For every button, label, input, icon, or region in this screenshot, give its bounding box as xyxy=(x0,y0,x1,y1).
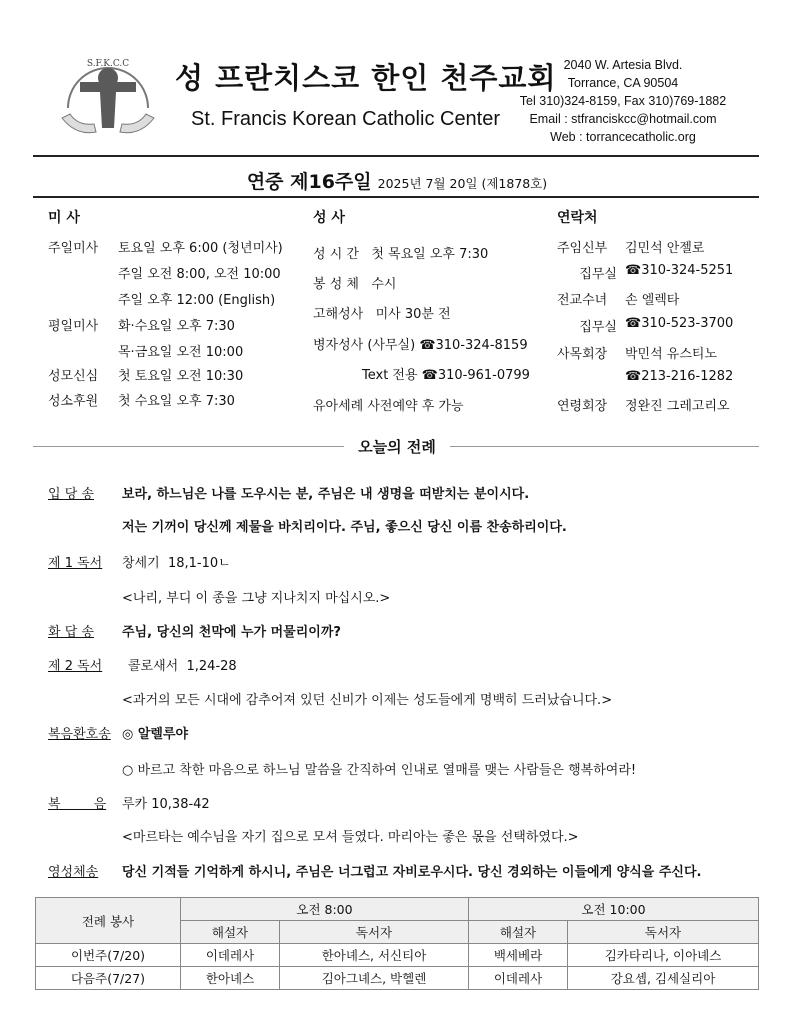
roster-cell: 김아그녜스, 박헬렌 xyxy=(280,967,469,990)
liturgy-title-wrap xyxy=(0,436,794,457)
psalm-label: 화 답 송 xyxy=(48,625,94,640)
contact-label: 연령회장 xyxy=(557,399,608,414)
roster-week: 다음주(7/27) xyxy=(36,967,181,990)
contact-value: 김민석 안젤로 xyxy=(625,241,705,256)
mass-label: 성모신심 xyxy=(48,369,99,384)
roster-reader-header: 독서자 xyxy=(568,921,759,944)
contact-label: 전교수녀 xyxy=(557,293,608,308)
sacrament-row: 유아세례 사전예약 후 가능 xyxy=(313,399,464,414)
issue-banner xyxy=(0,167,794,194)
alleluia-label: 복음환호송 xyxy=(48,727,111,742)
service-roster-table xyxy=(35,897,759,990)
contact-value: 손 엘렉타 xyxy=(625,293,680,308)
gospel-label: 복 음 xyxy=(48,797,107,812)
reading1-label: 제 1 독서 xyxy=(48,556,103,571)
address-email: Email : stfranciskcc@hotmail.com xyxy=(529,112,717,126)
mass-value: 주일 오후 12:00 (English) xyxy=(118,293,276,308)
contact-label: 집무실 xyxy=(579,267,617,282)
church-title-english: St. Francis Korean Catholic Center xyxy=(191,108,501,130)
logo-text: S.F.K.C.C xyxy=(86,59,130,69)
roster-week: 이번주(7/20) xyxy=(36,944,181,967)
gospel-summary: <마르타는 예수님을 자기 집으로 모셔 들였다. 마리아는 좋은 몫을 선택하였다.> xyxy=(122,830,579,845)
issue-date: 2025년 7월 20일 (제1878호) xyxy=(377,176,548,191)
alleluia-text: ◎ 알렐루야 xyxy=(122,727,189,742)
address-phone: Tel 310)324-8159, Fax 310)769-1882 xyxy=(519,94,727,108)
mass-value: 토요일 오후 6:00 (청년미사) xyxy=(118,241,283,256)
mass-value: 첫 수요일 오후 7:30 xyxy=(118,394,235,409)
mass-label: 평일미사 xyxy=(48,319,99,334)
issue-title: 연중 제16주일 xyxy=(246,171,372,193)
sacrament-row: 고해성사 미사 30분 전 xyxy=(313,307,451,322)
roster-commentator-header: 해설자 xyxy=(469,921,568,944)
divider-top xyxy=(33,155,759,157)
roster-cell: 강요셉, 김세실리아 xyxy=(568,967,759,990)
church-title-korean: 성 프란치스코 한인 천주교회 xyxy=(175,61,557,95)
address-street: 2040 W. Artesia Blvd. xyxy=(563,58,683,72)
roster-cell: 김카타리나, 이아녜스 xyxy=(568,944,759,967)
contact-label: 사목회장 xyxy=(557,347,608,362)
sacraments-heading: 성 사 xyxy=(313,210,345,226)
contact-value: ☎310-324-5251 xyxy=(625,263,734,278)
contact-label: 주임신부 xyxy=(557,241,608,256)
reading1-summary: <나리, 부디 이 종을 그냥 지나치지 마십시오.> xyxy=(122,591,391,606)
contacts-heading: 연락처 xyxy=(557,210,598,226)
psalm-text: 주님, 당신의 천막에 누가 머물리이까? xyxy=(122,625,341,640)
contact-value: 정완진 그레고리오 xyxy=(625,399,730,414)
gospel-ref: 루카 10,38-42 xyxy=(122,797,210,812)
mass-heading: 미 사 xyxy=(48,210,80,226)
roster-cell: 백세베라 xyxy=(469,944,568,967)
reading2-summary: <과거의 모든 시대에 감추어져 있던 신비가 이제는 성도들에게 명백히 드러났습니다.> xyxy=(122,693,613,708)
contact-label: 집무실 xyxy=(579,320,617,335)
roster-commentator-header: 해설자 xyxy=(181,921,280,944)
contact-value: 박민석 유스티노 xyxy=(625,347,718,362)
communion-text: 당신 기적들 기억하게 하시니, 주님은 너그럽고 자비로우시다. 당신 경외하는 이들에게 양식을 주신다. xyxy=(122,865,702,880)
address-web: Web : torrancecatholic.org xyxy=(550,130,696,144)
mass-value: 목·금요일 오전 10:00 xyxy=(118,345,244,360)
entrance-text-2: 저는 기꺼이 당신께 제물을 바치리이다. 주님, 좋으신 당신 이름 찬송하리이다. xyxy=(122,520,567,535)
roster-cell: 이데레사 xyxy=(469,967,568,990)
communion-label: 영성체송 xyxy=(48,865,99,880)
roster-reader-header: 독서자 xyxy=(280,921,469,944)
mass-label: 성소후원 xyxy=(48,394,99,409)
reading1-ref: 창세기 18,1-10ㄴ xyxy=(122,556,231,571)
entrance-text-1: 보라, 하느님은 나를 도우시는 분, 주님은 내 생명을 떠받치는 분이시다. xyxy=(122,487,530,502)
address-city: Torrance, CA 90504 xyxy=(567,76,679,90)
table-row xyxy=(36,944,759,967)
table-row xyxy=(36,967,759,990)
alleluia-verse: ○ 바르고 착한 마음으로 하느님 말씀을 간직하여 인내로 열매를 맺는 사람들은 행복하여라! xyxy=(122,763,637,778)
sacrament-row: Text 전용 ☎310-961-0799 xyxy=(362,368,530,383)
sacrament-row: 성 시 간 첫 목요일 오후 7:30 xyxy=(313,247,489,262)
mass-value: 화·수요일 오후 7:30 xyxy=(118,319,235,334)
sacrament-row: 병자성사 (사무실) ☎310-324-8159 xyxy=(313,338,528,353)
contact-value: ☎213-216-1282 xyxy=(625,369,734,384)
roster-cell: 한아녜스, 서신티아 xyxy=(280,944,469,967)
roster-mass2-header: 오전 10:00 xyxy=(469,898,759,921)
sacrament-row: 봉 성 체 수시 xyxy=(313,277,397,292)
reading2-ref: 콜로새서 1,24-28 xyxy=(128,659,237,674)
mass-value: 첫 토요일 오전 10:30 xyxy=(118,369,244,384)
mass-label: 주일미사 xyxy=(48,241,99,256)
roster-corner: 전례 봉사 xyxy=(36,898,181,944)
roster-cell: 한아녜스 xyxy=(181,967,280,990)
roster-cell: 이데레사 xyxy=(181,944,280,967)
contact-value: ☎310-523-3700 xyxy=(625,316,734,331)
roster-mass1-header: 오전 8:00 xyxy=(181,898,469,921)
mass-value: 주일 오전 8:00, 오전 10:00 xyxy=(118,267,281,282)
reading2-label: 제 2 독서 xyxy=(48,659,103,674)
entrance-label: 입 당 송 xyxy=(48,487,94,502)
church-address xyxy=(498,56,748,146)
liturgy-title: 오늘의 전례 xyxy=(344,438,450,456)
divider-issue xyxy=(33,196,759,198)
church-logo xyxy=(56,48,160,148)
